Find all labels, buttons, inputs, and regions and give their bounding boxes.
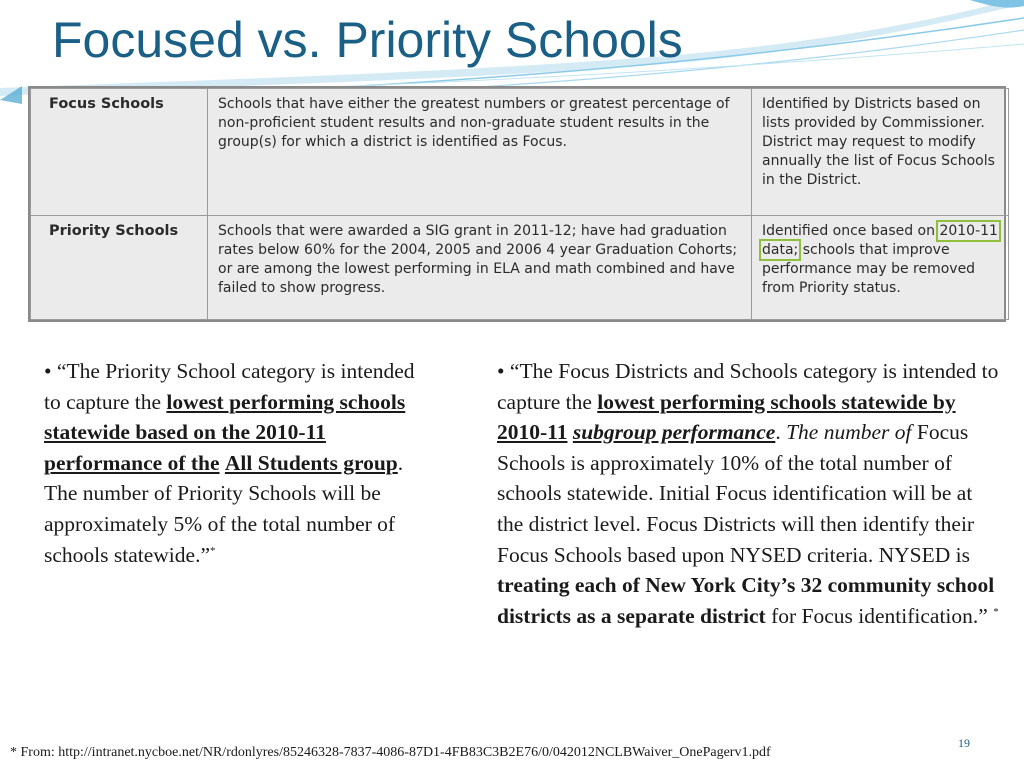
identification-text-post: schools that improve performance may be removed from Priority status. bbox=[762, 242, 976, 296]
priority-quote-column bbox=[44, 356, 434, 570]
quote-text: . The number of Priority Schools will be approximately 5% of the total number of schools statewide.” bbox=[44, 450, 404, 567]
slide-title: Focused vs. Priority Schools bbox=[52, 12, 683, 68]
bullet: • bbox=[497, 359, 505, 383]
emphasized-text: treating each of New York City’s 32 community school districts as a separate district bbox=[497, 573, 995, 628]
quote-text: “The Focus Districts and Schools category is intended to capture the bbox=[497, 359, 999, 414]
italic-text: The number of bbox=[786, 420, 912, 445]
footnote-marker: * bbox=[993, 605, 999, 618]
comparison-table bbox=[28, 86, 1006, 322]
emphasized-text: lowest performing schools statewide by 2010-11 bbox=[497, 389, 956, 445]
footnote-marker: * bbox=[210, 544, 216, 557]
row-identification-focus: Identified by Districts based on lists provided by Commissioner. District may request to modify annually the list of Focus Schools in the District. bbox=[752, 89, 1009, 216]
page-number: 19 bbox=[958, 736, 970, 750]
emphasized-text: subgroup performance bbox=[572, 420, 776, 445]
row-label-priority: Priority Schools bbox=[31, 216, 208, 320]
focus-quote-paragraph bbox=[497, 356, 1002, 631]
table-row bbox=[31, 89, 1009, 216]
emphasized-text: All Students group bbox=[224, 450, 398, 475]
row-description-priority: Schools that were awarded a SIG grant in 2011-12; have had graduation rates below 60% for the 2004, 2005 and 2006 4 year Graduation Cohorts; or are among the lowest performing in ELA and math combined and have failed to show progress. bbox=[208, 216, 752, 320]
identification-text-pre: Identified once based on bbox=[762, 223, 935, 239]
row-label-focus: Focus Schools bbox=[31, 89, 208, 216]
quote-text: “The Priority School category is intended to capture the bbox=[44, 359, 415, 414]
quote-text: Focus Schools is approximately 10% of the total number of schools statewide. Initial Focus identification will be at the district level. Focus Districts will then identify their Focus Schools based upon NYSED criteria. NYSED is bbox=[497, 420, 975, 567]
row-description-focus: Schools that have either the greatest numbers or greatest percentage of non-proficient student results and non-graduate student results in the group(s) for which a district is identified as Focus. bbox=[208, 89, 752, 216]
focus-quote-column bbox=[497, 356, 1002, 631]
quote-text: for Focus identification.” bbox=[771, 603, 988, 628]
quote-text: . bbox=[775, 420, 781, 445]
emphasized-text: lowest performing schools statewide based on the 2010-11 performance of the bbox=[44, 389, 406, 475]
row-identification-priority bbox=[752, 216, 1009, 320]
priority-quote-paragraph bbox=[44, 356, 434, 570]
source-footnote: * From: http://intranet.nycboe.net/NR/rdonlyres/85246328-7837-4086-87D1-4FB83C3B2E76/0/042012NCLBWaiver_OnePagerv1.pdf bbox=[10, 745, 771, 760]
table-row bbox=[31, 216, 1009, 320]
bullet: • bbox=[44, 359, 52, 383]
highlighted-data-year: 2010-11 data; bbox=[762, 223, 998, 258]
